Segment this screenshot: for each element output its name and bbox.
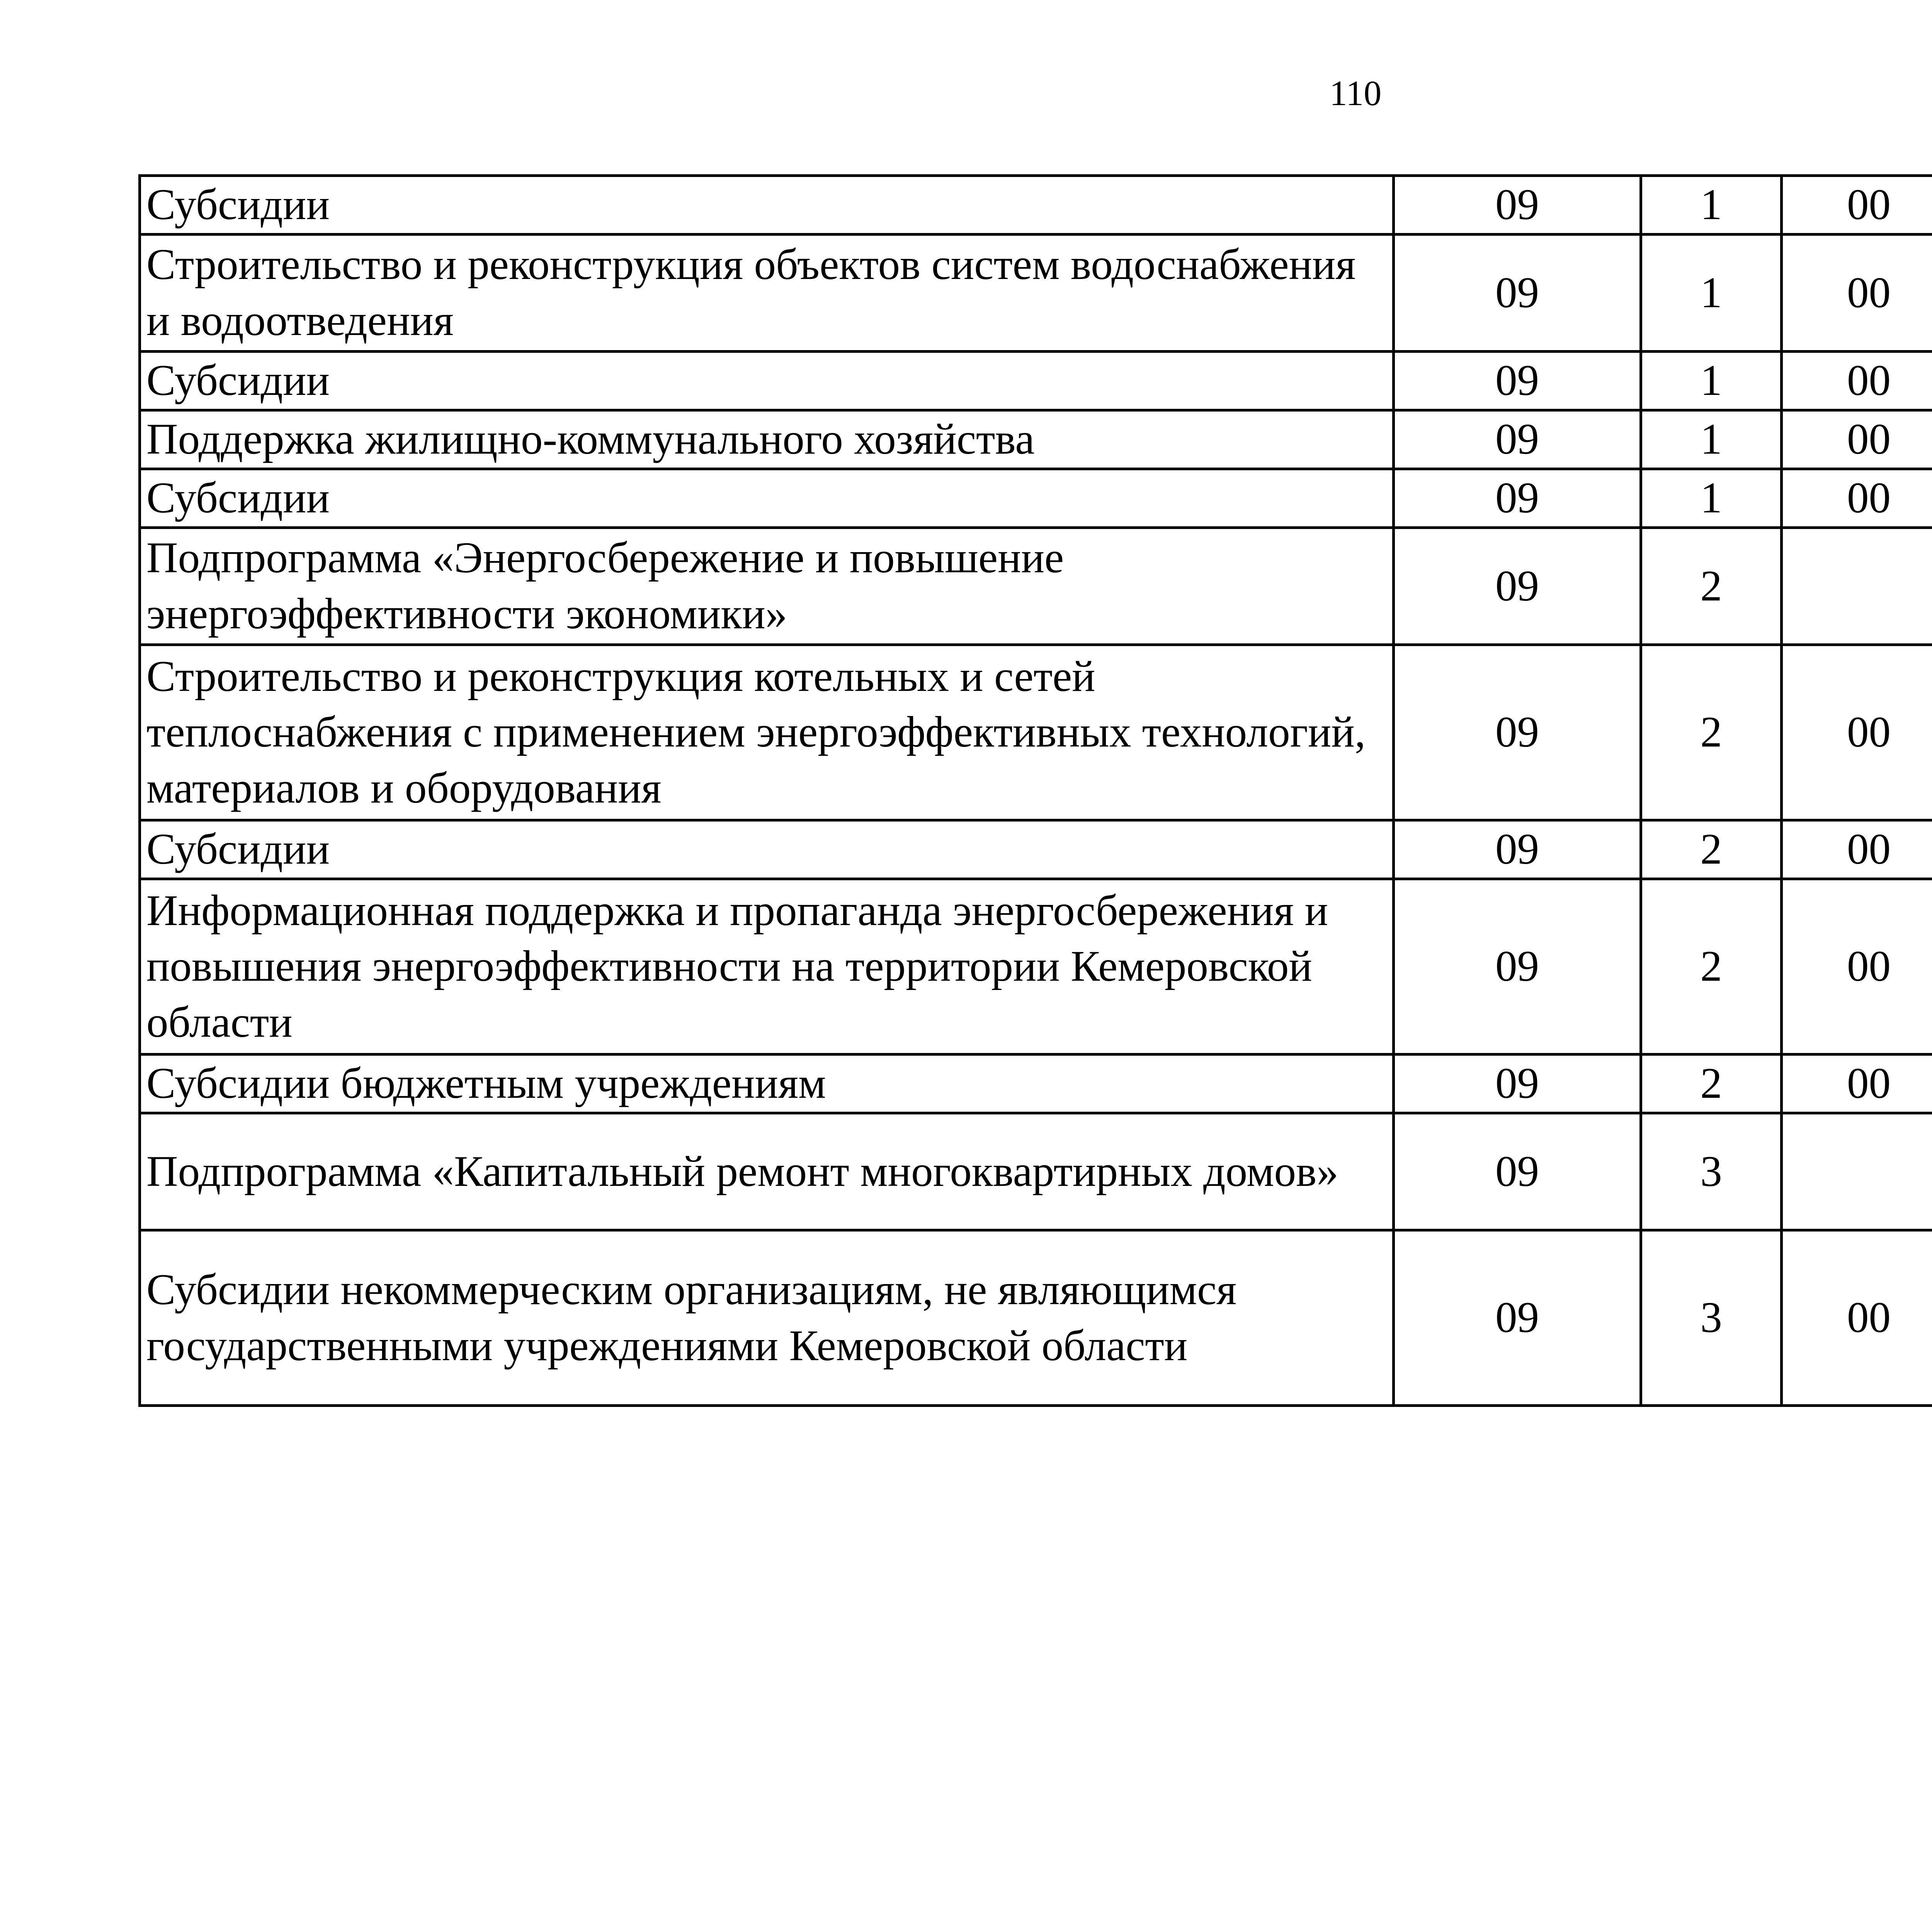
table-row [140, 1230, 1932, 1406]
row-section: 09 [1394, 410, 1641, 469]
row-name: Строительство и реконструкция объектов систем водоснабжения и водоотведения [140, 235, 1394, 352]
table-row [140, 410, 1932, 469]
row-program: 1 [1641, 176, 1782, 235]
table-row [140, 645, 1932, 820]
table-row [140, 469, 1932, 528]
table-row [140, 235, 1932, 352]
row-subprogram: 00 [1782, 1055, 1932, 1113]
row-program: 2 [1641, 1055, 1782, 1113]
row-subprogram: 00 [1782, 820, 1932, 879]
table-row [140, 352, 1932, 410]
row-subprogram [1782, 528, 1932, 645]
row-section: 09 [1394, 1113, 1641, 1230]
row-section: 09 [1394, 820, 1641, 879]
row-program: 1 [1641, 469, 1782, 528]
table-row [140, 528, 1932, 645]
row-name: Подпрограмма «Энергосбережение и повышение энергоэффективности экономики» [140, 528, 1394, 645]
row-section: 09 [1394, 1230, 1641, 1406]
row-program: 2 [1641, 820, 1782, 879]
table-row [140, 820, 1932, 879]
row-section: 09 [1394, 528, 1641, 645]
row-program: 1 [1641, 410, 1782, 469]
row-subprogram [1782, 1113, 1932, 1230]
row-section: 09 [1394, 176, 1641, 235]
row-program: 2 [1641, 645, 1782, 820]
row-subprogram: 00 [1782, 469, 1932, 528]
row-subprogram: 00 [1782, 235, 1932, 352]
row-subprogram: 00 [1782, 176, 1932, 235]
table-row [140, 176, 1932, 235]
table-row [140, 1055, 1932, 1113]
row-section: 09 [1394, 235, 1641, 352]
row-program: 1 [1641, 352, 1782, 410]
row-program: 1 [1641, 235, 1782, 352]
row-name: Субсидии [140, 352, 1394, 410]
row-section: 09 [1394, 352, 1641, 410]
row-program: 2 [1641, 528, 1782, 645]
row-name: Субсидии бюджетным учреждениям [140, 1055, 1394, 1113]
row-subprogram: 00 [1782, 879, 1932, 1055]
row-program: 2 [1641, 879, 1782, 1055]
row-name: Строительство и реконструкция котельных и сетей теплоснабжения с применением энергоэффективных технологий, материалов и оборудования [140, 645, 1394, 820]
row-name: Субсидии [140, 469, 1394, 528]
row-section: 09 [1394, 469, 1641, 528]
row-subprogram: 00 [1782, 1230, 1932, 1406]
table-row [140, 879, 1932, 1055]
row-section: 09 [1394, 645, 1641, 820]
row-name: Подпрограмма «Капитальный ремонт многоквартирных домов» [140, 1113, 1394, 1230]
row-subprogram: 00 [1782, 352, 1932, 410]
row-name: Информационная поддержка и пропаганда энергосбережения и повышения энергоэффективности на территории Кемеровской области [140, 879, 1394, 1055]
row-name: Субсидии некоммерческим организациям, не являющимся государственными учреждениями Кемеровской области [140, 1230, 1394, 1406]
budget-table [138, 174, 1932, 1407]
row-name: Субсидии [140, 176, 1394, 235]
row-subprogram: 00 [1782, 645, 1932, 820]
page-number: 110 [1329, 73, 1382, 113]
row-section: 09 [1394, 1055, 1641, 1113]
table-row [140, 1113, 1932, 1230]
row-section: 09 [1394, 879, 1641, 1055]
row-subprogram: 00 [1782, 410, 1932, 469]
row-program: 3 [1641, 1113, 1782, 1230]
row-program: 3 [1641, 1230, 1782, 1406]
row-name: Поддержка жилищно-коммунального хозяйства [140, 410, 1394, 469]
row-name: Субсидии [140, 820, 1394, 879]
